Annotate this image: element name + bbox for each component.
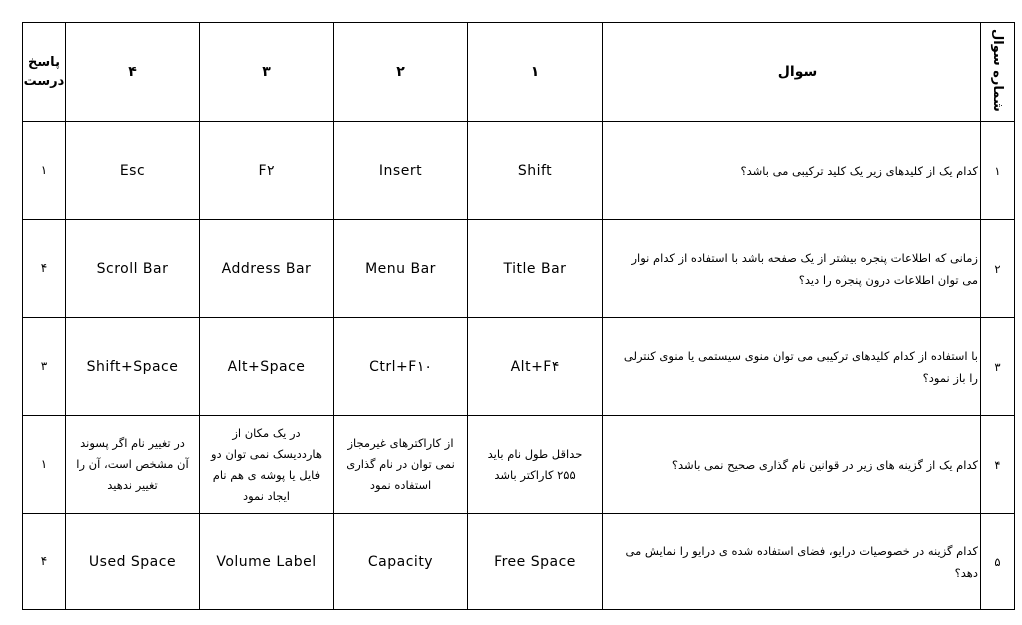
option4-cell xyxy=(66,318,200,416)
question-cell xyxy=(603,220,981,318)
header-option3: ۳ xyxy=(262,64,271,80)
question-cell xyxy=(603,122,981,220)
quiz-table xyxy=(22,22,1015,610)
option4-cell xyxy=(66,220,200,318)
answer-cell xyxy=(23,122,66,220)
header-answer-cell xyxy=(23,23,66,122)
option3-cell xyxy=(200,514,334,610)
option2-text: از کاراکترهای غیرمجاز نمی توان در نام گذاری استفاده نمود xyxy=(346,436,455,492)
question-number: ۱ xyxy=(994,163,1001,178)
option1-cell xyxy=(468,416,603,514)
question-text: با استفاده از کدام کلیدهای ترکیبی می توان منوی سیستمی یا منوی کنترلی را باز نمود؟ xyxy=(623,348,978,385)
table-row xyxy=(23,318,1015,416)
answer-cell xyxy=(23,220,66,318)
option2-text: Capacity xyxy=(367,553,434,570)
table-row xyxy=(23,416,1015,514)
header-option1: ۱ xyxy=(530,64,540,80)
table-row xyxy=(23,220,1015,318)
option1-cell xyxy=(468,122,603,220)
number-cell xyxy=(981,220,1015,318)
header-option4: ۴ xyxy=(128,64,137,80)
option4-text: Esc xyxy=(119,162,146,179)
number-cell xyxy=(981,318,1015,416)
option3-text: Alt+Space xyxy=(227,358,306,375)
option2-cell xyxy=(334,514,468,610)
header-option1-cell xyxy=(468,23,603,122)
number-cell xyxy=(981,514,1015,610)
option4-cell xyxy=(66,514,200,610)
question-cell xyxy=(603,514,981,610)
question-text: کدام یک از کلیدهای زیر یک کلید ترکیبی می باشد؟ xyxy=(740,163,978,178)
option1-cell xyxy=(468,220,603,318)
question-text: زمانی که اطلاعات پنجره بیشتر از یک صفحه باشد با استفاده از کدام نوار می توان اطلاعات درون پنجره را دید؟ xyxy=(631,250,978,287)
header-option2-cell xyxy=(334,23,468,122)
answer-value: ۴ xyxy=(40,261,48,275)
question-text: کدام یک از گزینه های زیر در قوانین نام گذاری صحیح نمی باشد؟ xyxy=(671,457,978,472)
question-text: کدام گزینه در خصوصیات درایو، فضای استفاده شده ی درایو را نمایش می دهد؟ xyxy=(625,543,978,580)
option3-text: در یک مکان از هارددیسک نمی توان دو فایل یا پوشه ی هم نام ایجاد نمود xyxy=(211,425,322,503)
option4-text: Shift+Space xyxy=(86,358,179,375)
option1-text: حداقل طول نام باید ۲۵۵ کاراکتر باشد xyxy=(487,446,583,482)
number-cell xyxy=(981,122,1015,220)
option4-cell xyxy=(66,122,200,220)
option3-cell xyxy=(200,122,334,220)
answer-value: ۱ xyxy=(40,163,48,177)
option3-text: F۲ xyxy=(258,162,275,179)
option2-cell xyxy=(334,122,468,220)
header-answer: پاسخ درست xyxy=(23,55,65,89)
answer-cell xyxy=(23,416,66,514)
header-number: شماره سوال xyxy=(990,29,1005,112)
option2-cell xyxy=(334,318,468,416)
option3-cell xyxy=(200,220,334,318)
option1-text: Alt+F۴ xyxy=(510,358,560,375)
table-row xyxy=(23,514,1015,610)
answer-cell xyxy=(23,514,66,610)
option2-text: Ctrl+F۱۰ xyxy=(369,358,432,375)
option1-cell xyxy=(468,318,603,416)
question-cell xyxy=(603,416,981,514)
question-number: ۵ xyxy=(994,554,1001,569)
option1-text: Title Bar xyxy=(503,260,567,277)
question-number: ۲ xyxy=(994,261,1001,276)
number-cell xyxy=(981,416,1015,514)
option1-cell xyxy=(468,514,603,610)
table-row xyxy=(23,122,1015,220)
option3-text: Volume Label xyxy=(216,553,317,570)
option3-cell xyxy=(200,318,334,416)
option3-text: Address Bar xyxy=(221,260,312,277)
header-question-cell xyxy=(603,23,981,122)
answer-value: ۳ xyxy=(40,359,48,373)
option2-cell xyxy=(334,220,468,318)
option2-text: Insert xyxy=(378,162,423,179)
answer-cell xyxy=(23,318,66,416)
option4-text: در تغییر نام اگر پسوند آن مشخص است، آن را تغییر ندهید xyxy=(76,436,189,492)
header-option3-cell xyxy=(200,23,334,122)
option4-text: Used Space xyxy=(88,553,177,570)
option4-text: Scroll Bar xyxy=(96,260,169,277)
header-row xyxy=(23,23,1015,122)
header-question: سوال xyxy=(777,64,818,80)
option1-text: Free Space xyxy=(494,553,576,570)
question-number: ۴ xyxy=(994,457,1001,472)
option1-text: Shift xyxy=(517,162,553,179)
question-number: ۳ xyxy=(994,359,1001,374)
header-option2: ۲ xyxy=(396,64,405,80)
option4-cell xyxy=(66,416,200,514)
option2-cell xyxy=(334,416,468,514)
option3-cell xyxy=(200,416,334,514)
header-option4-cell xyxy=(66,23,200,122)
question-cell xyxy=(603,318,981,416)
answer-value: ۴ xyxy=(40,554,48,568)
answer-value: ۱ xyxy=(40,457,48,471)
header-number-cell xyxy=(981,23,1015,122)
option2-text: Menu Bar xyxy=(365,260,436,277)
